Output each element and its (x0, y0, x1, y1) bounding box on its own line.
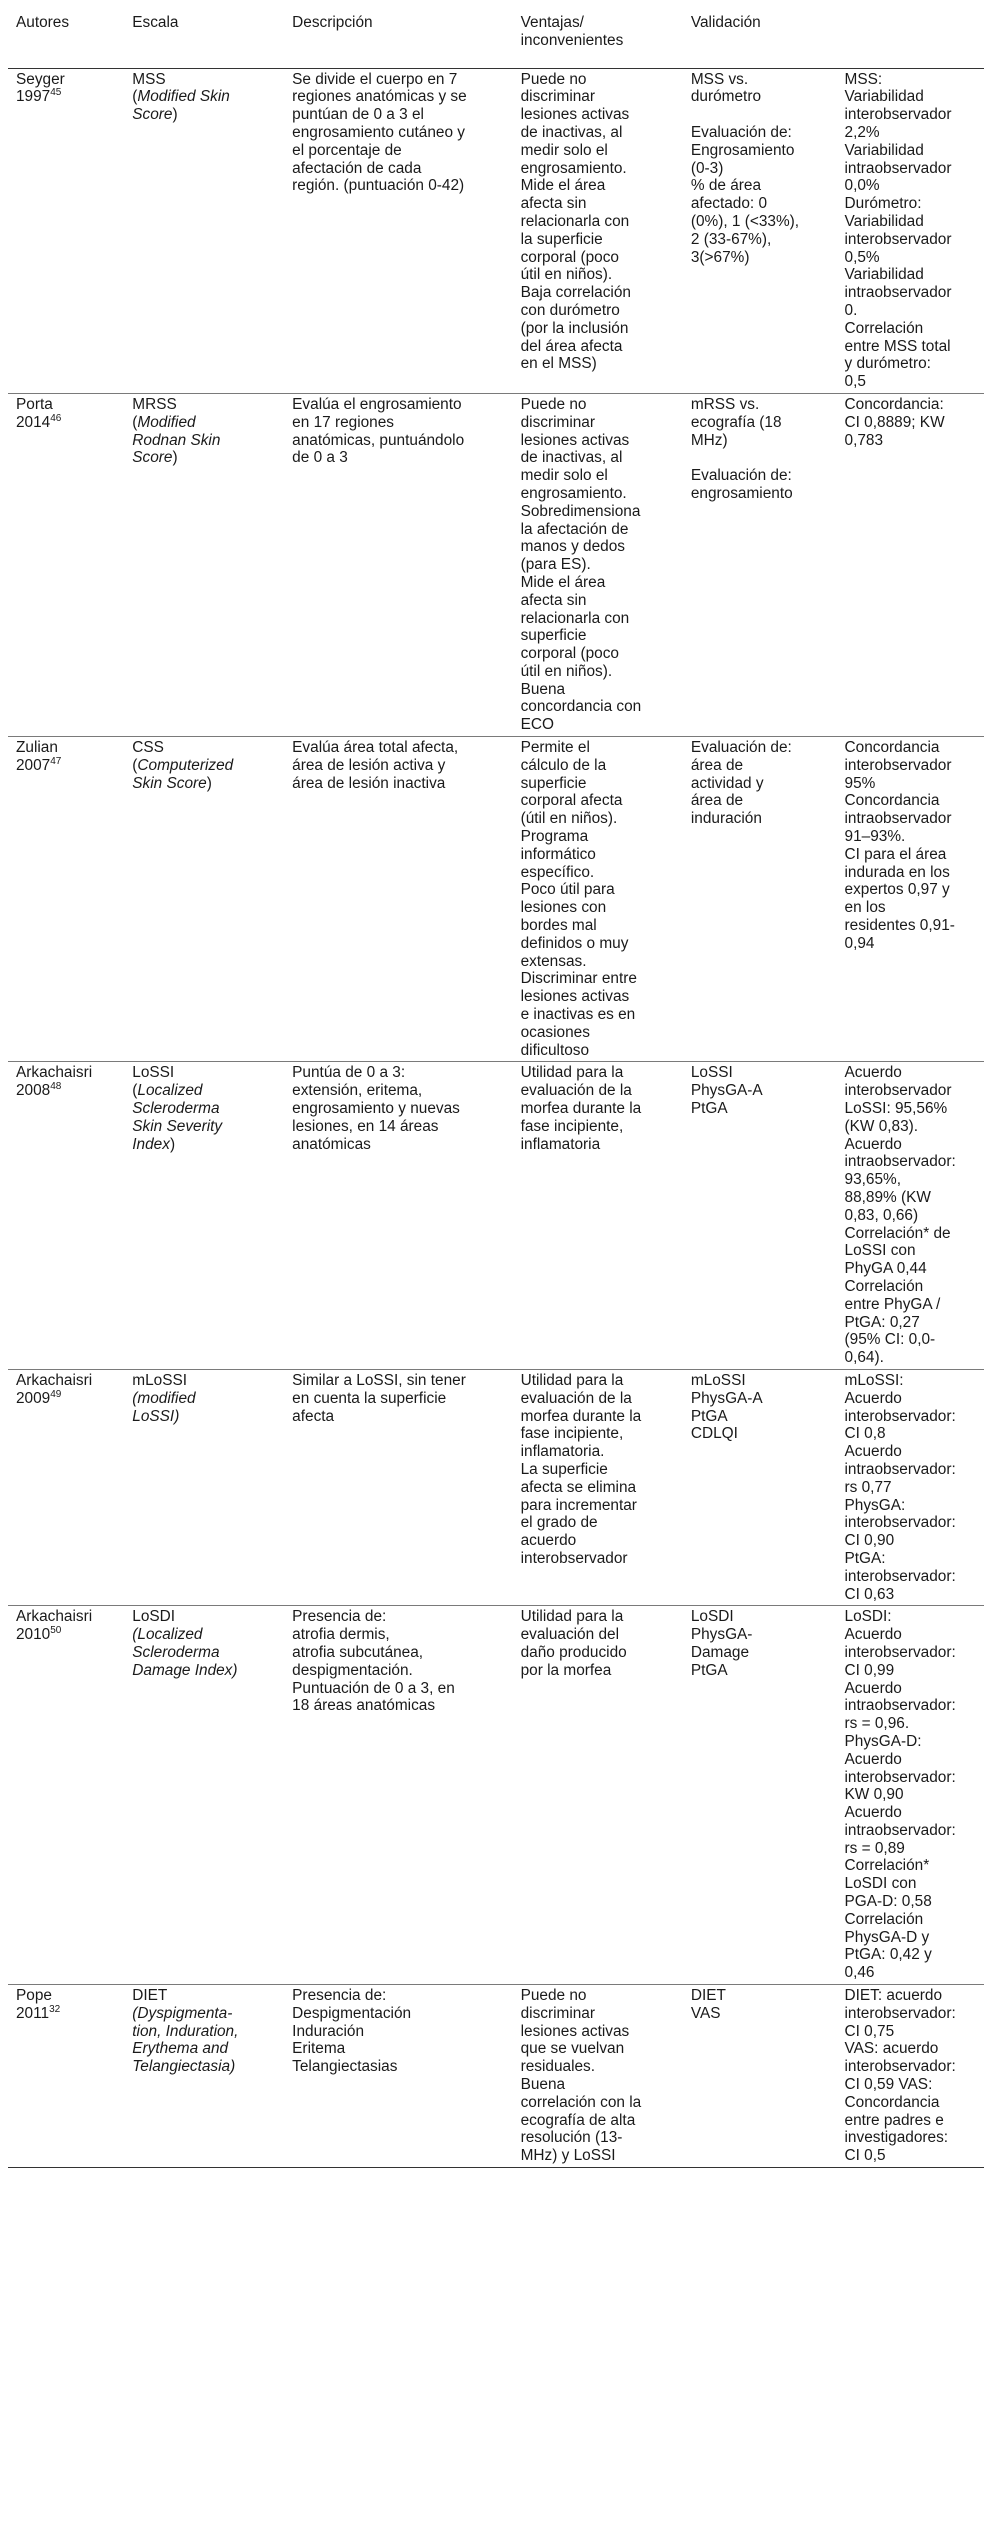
header-authors: Autores (8, 6, 124, 68)
cell-results: Concordancia interobservador 95% Concordancia intraobservador 91–93%. CI para el área indurada en los expertos 0,97 y en los residentes 0,91- 0,94 (837, 737, 984, 1062)
table-row (8, 1062, 984, 1370)
reference-number: 49 (50, 1388, 62, 1400)
reference-number: 45 (50, 87, 62, 99)
author-text: Pope 2011 (16, 1987, 52, 2022)
table-row (8, 393, 984, 736)
table-row (8, 68, 984, 393)
scales-table (8, 6, 984, 2168)
scale-full-name-italic: Localized Scleroderma Skin Severity Index (132, 1082, 223, 1153)
author-text: Arkachaisri 2008 (16, 1064, 93, 1100)
cell-pros-cons: Utilidad para la evaluación del daño producido por la morfea (513, 1606, 683, 1985)
cell-validation: LoSSI PhysGA-A PtGA (683, 1062, 837, 1370)
cell-scale (124, 393, 284, 736)
cell-pros-cons: Puede no discriminar lesiones activas que se vuelvan residuales. Buena correlación con la ecografía de alta resolución (13- MHz) y LoSSI (513, 1985, 683, 2168)
scale-acronym: DIET (132, 1987, 168, 2005)
cell-results: DIET: acuerdo interobservador: CI 0,75 VAS: acuerdo interobservador: CI 0,59 VAS: Concordancia entre padres e investigadores: CI 0,5 (837, 1985, 984, 2168)
scale-full-name-italic: Modified Skin Score (132, 88, 230, 124)
scale-full-name: (Modified Skin Score) (132, 88, 230, 124)
scale-acronym: MSS (132, 70, 166, 88)
cell-results: Concordancia: CI 0,8889; KW 0,783 (837, 393, 984, 736)
cell-results: Acuerdo interobservador LoSSI: 95,56% (KW 0,83). Acuerdo intraobservador: 93,65%, 88,89% (KW 0,83, 0,66) Correlación* de LoSSI con PhyGA 0,44 Correlación entre PhyGA / PtGA: 0,27 (95% CI: 0,0- 0,64). (837, 1062, 984, 1370)
scale-full-name-italic: Computerized Skin Score (132, 756, 234, 792)
cell-scale (124, 1062, 284, 1370)
scale-acronym: mLoSSI (132, 1371, 188, 1389)
cell-description: Presencia de: atrofia dermis, atrofia subcutánea, despigmentación. Puntuación de 0 a 3, en 18 áreas anatómicas (284, 1606, 512, 1985)
cell-description: Presencia de: Despigmentación Induración Eritema Telangiectasias (284, 1985, 512, 2168)
cell-author (8, 1606, 124, 1985)
cell-author (8, 1062, 124, 1370)
cell-author (8, 68, 124, 393)
cell-pros-cons: Permite el cálculo de la superficie corporal afecta (útil en niños). Programa informático específico. Poco útil para lesiones con bordes mal definidos o muy extensas. Discriminar entre lesiones activas e inactivas es en ocasiones dificultoso (513, 737, 683, 1062)
cell-description: Se divide el cuerpo en 7 regiones anatómicas y se puntúan de 0 a 3 el engrosamiento cutáneo y el porcentaje de afectación de cada región. (puntuación 0-42) (284, 68, 512, 393)
table-row (8, 1606, 984, 1985)
author-text: Arkachaisri 2010 (16, 1608, 93, 1644)
cell-validation: LoSDI PhysGA- Damage PtGA (683, 1606, 837, 1985)
header-scale: Escala (124, 6, 284, 68)
cell-scale (124, 1985, 284, 2168)
cell-pros-cons: Puede no discriminar lesiones activas de inactivas, al medir solo el engrosamiento. Sobredimensiona la afectación de manos y dedos (para ES). Mide el área afecta sin relacionarla con superficie corporal (poco útil en niños). Buena concordancia con ECO (513, 393, 683, 736)
cell-author (8, 737, 124, 1062)
cell-validation: MSS vs. durómetro Evaluación de: Engrosamiento (0-3) % de área afectado: 0 (0%), 1 (<33%), 2 (33-67%), 3(>67%) (683, 68, 837, 393)
cell-scale (124, 737, 284, 1062)
scale-full-name: (Localized Scleroderma Damage Index) (132, 1626, 238, 1679)
cell-pros-cons: Utilidad para la evaluación de la morfea durante la fase incipiente, inflamatoria. La superficie afecta se elimina para incrementar el grado de acuerdo interobservador (513, 1369, 683, 1605)
reference-number: 50 (50, 1625, 62, 1636)
header-description: Descripción (284, 6, 512, 68)
cell-scale (124, 1369, 284, 1605)
cell-pros-cons: Utilidad para la evaluación de la morfea durante la fase incipiente, inflamatoria (513, 1062, 683, 1370)
header-validation: Validación (683, 6, 837, 68)
cell-results: MSS: Variabilidad interobservador 2,2% Variabilidad intraobservador 0,0% Durómetro: Variabilidad interobservador 0,5% Variabilidad intraobservador 0. Correlación entre MSS total y durómetro: 0,5 (837, 68, 984, 393)
scale-full-name: (Dyspigmenta- tion, Induration, Erythema and Telangiectasia) (132, 2004, 239, 2076)
cell-results: mLoSSI: Acuerdo interobservador: CI 0,8 Acuerdo intraobservador: rs 0,77 PhysGA: interobservador: CI 0,90 PtGA: interobservador: CI 0,63 (837, 1369, 984, 1605)
scale-full-name: (Computerized Skin Score) (132, 756, 234, 792)
header-pros-cons: Ventajas/ inconvenientes (513, 6, 683, 68)
author-text: Zulian 2007 (16, 739, 58, 774)
author-text: Seyger 1997 (16, 70, 65, 106)
table-row (8, 1369, 984, 1605)
reference-number: 47 (50, 755, 62, 767)
cell-author (8, 1985, 124, 2168)
scale-acronym: LoSSI (132, 1064, 175, 1082)
cell-validation: mLoSSI PhysGA-A PtGA CDLQI (683, 1369, 837, 1605)
cell-description: Similar a LoSSI, sin tener en cuenta la superficie afecta (284, 1369, 512, 1605)
header-results (837, 6, 984, 68)
cell-pros-cons: Puede no discriminar lesiones activas de inactivas, al medir solo el engrosamiento. Mide el área afecta sin relacionarla con la superficie corporal (poco útil en niños). Baja correlación con durómetro (por la inclusión del área afecta en el MSS) (513, 68, 683, 393)
table-row (8, 737, 984, 1062)
author-text: Porta 2014 (16, 395, 53, 431)
cell-description: Puntúa de 0 a 3: extensión, eritema, engrosamiento y nuevas lesiones, en 14 áreas anatómicas (284, 1062, 512, 1370)
reference-number: 48 (50, 1081, 62, 1093)
author-text: Arkachaisri 2009 (16, 1371, 93, 1407)
scale-acronym: LoSDI (132, 1608, 176, 1626)
cell-validation: mRSS vs. ecografía (18 MHz) Evaluación de: engrosamiento (683, 393, 837, 736)
cell-results: LoSDI: Acuerdo interobservador: CI 0,99 Acuerdo intraobservador: rs = 0,96. PhysGA-D: Acuerdo interobservador: KW 0,90 Acuerdo intraobservador: rs = 0,89 Correlación* LoSDI con PGA-D: 0,58 Correlación PhysGA-D y PtGA: 0,42 y 0,46 (837, 1606, 984, 1985)
scale-full-name: (modified LoSSI) (132, 1389, 196, 1425)
cell-scale (124, 1606, 284, 1985)
cell-validation: Evaluación de: área de actividad y área de induración (683, 737, 837, 1062)
table-header-row (8, 6, 984, 68)
scale-full-name: (Modified Rodnan Skin Score) (132, 413, 221, 467)
cell-description: Evalúa área total afecta, área de lesión activa y área de lesión inactiva (284, 737, 512, 1062)
cell-scale (124, 68, 284, 393)
cell-author (8, 393, 124, 736)
scale-acronym: CSS (132, 739, 164, 757)
reference-number: 32 (49, 2003, 61, 2015)
scale-acronym: MRSS (132, 395, 177, 413)
cell-validation: DIET VAS (683, 1985, 837, 2168)
reference-number: 46 (50, 412, 62, 424)
table-row (8, 1985, 984, 2168)
scale-full-name: (Localized Scleroderma Skin Severity Index) (132, 1082, 223, 1153)
cell-description: Evalúa el engrosamiento en 17 regiones anatómicas, puntuándolo de 0 a 3 (284, 393, 512, 736)
cell-author (8, 1369, 124, 1605)
scale-full-name-italic: Modified Rodnan Skin Score (132, 413, 221, 467)
